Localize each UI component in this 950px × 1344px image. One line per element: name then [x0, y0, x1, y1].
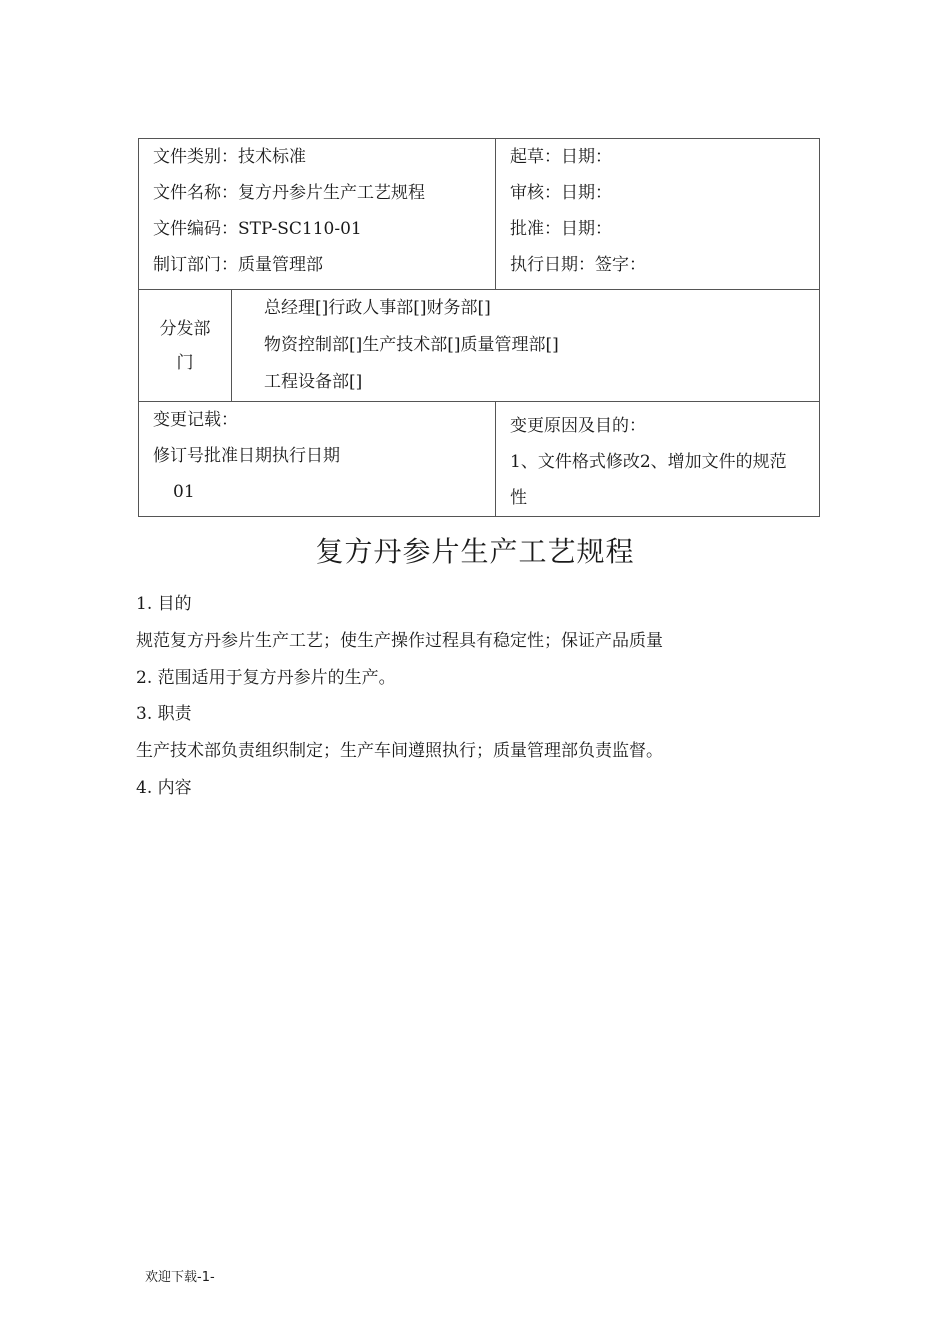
drafter-line: 起草：日期： — [510, 147, 612, 167]
document-body — [136, 586, 836, 807]
reviewer-line: 审核：日期： — [510, 183, 612, 203]
header-info-row — [139, 139, 820, 290]
distribution-inner-table — [139, 290, 819, 401]
section-heading-purpose: 1. 目的 — [136, 594, 192, 614]
section-heading-responsibility: 3. 职责 — [136, 704, 192, 725]
revision-number: 01 — [173, 482, 195, 502]
change-record-cell — [139, 402, 496, 517]
page-footer: 欢迎下载-1- — [145, 1270, 215, 1285]
distribution-line-2: 物资控制部[]生产技术部[]质量管理部[] — [264, 335, 559, 355]
file-code: 文件编码：STP-SC110-01 — [153, 219, 362, 239]
change-record-label: 变更记载： — [153, 410, 238, 430]
distribution-cell — [139, 290, 820, 402]
section-heading-content: 4. 内容 — [136, 777, 192, 798]
section-text-responsibility: 生产技术部负责组织制定；生产车间遵照执行；质量管理部负责监督。 — [136, 741, 663, 762]
section-text-purpose: 规范复方丹参片生产工艺；使生产操作过程具有稳定性；保证产品质量 — [136, 630, 663, 651]
approval-cell — [496, 139, 820, 290]
issuing-department: 制订部门：质量管理部 — [153, 255, 323, 275]
file-info-cell — [139, 139, 496, 290]
approver-line: 批准：日期： — [510, 219, 612, 239]
effective-date-line: 执行日期：签字： — [510, 255, 646, 275]
section-heading-scope: 2. 范围适用于复方丹参片的生产。 — [136, 667, 396, 688]
distribution-line-3: 工程设备部[] — [264, 372, 363, 392]
change-reason-text: 1、文件格式修改2、增加文件的规范 — [510, 452, 787, 472]
change-reason-cell — [496, 402, 820, 517]
file-category: 文件类别：技术标准 — [153, 147, 306, 167]
change-reason-label: 变更原因及目的： — [510, 416, 646, 436]
change-record-columns: 修订号批准日期执行日期 — [153, 446, 340, 466]
document-title: 复方丹参片生产工艺规程 — [315, 535, 635, 568]
document-header-table — [138, 138, 820, 517]
distribution-list — [232, 290, 820, 401]
change-reason-text-cont: 性 — [510, 488, 527, 508]
distribution-line-1: 总经理[]行政人事部[]财务部[] — [264, 298, 491, 318]
file-name: 文件名称：复方丹参片生产工艺规程 — [153, 183, 425, 203]
distribution-row — [139, 290, 820, 402]
change-record-row — [139, 402, 820, 517]
distribution-label: 分发部 门 — [139, 290, 232, 401]
